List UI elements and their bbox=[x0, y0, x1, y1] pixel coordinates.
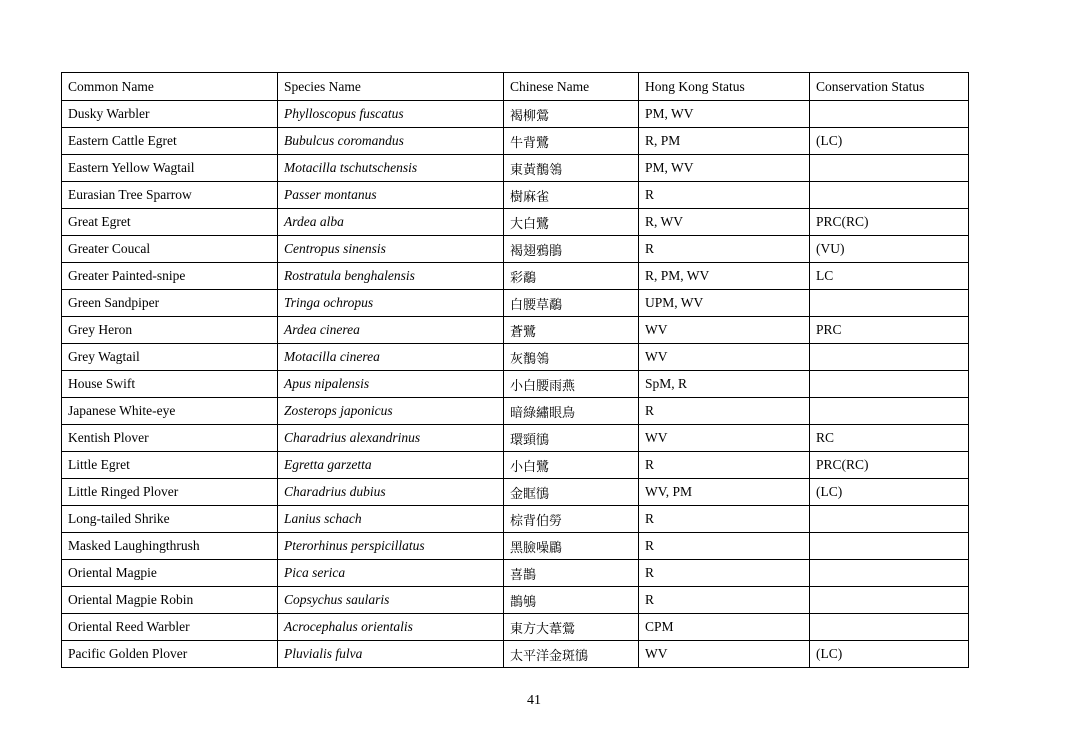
common-name-cell: Greater Coucal bbox=[62, 236, 278, 263]
conservation-status-cell bbox=[810, 182, 969, 209]
table-row bbox=[62, 263, 969, 290]
hong-kong-status-cell: WV bbox=[639, 344, 810, 371]
table-row bbox=[62, 560, 969, 587]
table-row bbox=[62, 614, 969, 641]
table-row bbox=[62, 479, 969, 506]
header-common-name: Common Name bbox=[62, 73, 278, 101]
chinese-name-cell: 東方大葦鶯 bbox=[504, 614, 639, 641]
species-name-cell: Apus nipalensis bbox=[278, 371, 504, 398]
hong-kong-status-cell: R, WV bbox=[639, 209, 810, 236]
hong-kong-status-cell: R bbox=[639, 236, 810, 263]
hong-kong-status-cell: R bbox=[639, 533, 810, 560]
conservation-status-cell bbox=[810, 101, 969, 128]
species-name-cell: Zosterops japonicus bbox=[278, 398, 504, 425]
conservation-status-cell bbox=[810, 371, 969, 398]
hong-kong-status-cell: R bbox=[639, 560, 810, 587]
species-name-cell: Charadrius dubius bbox=[278, 479, 504, 506]
hong-kong-status-cell: R bbox=[639, 587, 810, 614]
hong-kong-status-cell: R bbox=[639, 398, 810, 425]
species-name-cell: Passer montanus bbox=[278, 182, 504, 209]
hong-kong-status-cell: R, PM bbox=[639, 128, 810, 155]
chinese-name-cell: 暗綠繡眼鳥 bbox=[504, 398, 639, 425]
conservation-status-cell: (VU) bbox=[810, 236, 969, 263]
conservation-status-cell bbox=[810, 398, 969, 425]
species-name-cell: Egretta garzetta bbox=[278, 452, 504, 479]
chinese-name-cell: 喜鵲 bbox=[504, 560, 639, 587]
common-name-cell: Great Egret bbox=[62, 209, 278, 236]
conservation-status-cell bbox=[810, 614, 969, 641]
species-name-cell: Rostratula benghalensis bbox=[278, 263, 504, 290]
table-row bbox=[62, 128, 969, 155]
common-name-cell: House Swift bbox=[62, 371, 278, 398]
species-name-cell: Motacilla cinerea bbox=[278, 344, 504, 371]
chinese-name-cell: 太平洋金斑鴴 bbox=[504, 641, 639, 668]
species-name-cell: Phylloscopus fuscatus bbox=[278, 101, 504, 128]
species-name-cell: Ardea cinerea bbox=[278, 317, 504, 344]
header-species-name: Species Name bbox=[278, 73, 504, 101]
table-header-row bbox=[62, 73, 969, 101]
conservation-status-cell bbox=[810, 344, 969, 371]
species-name-cell: Charadrius alexandrinus bbox=[278, 425, 504, 452]
species-name-cell: Motacilla tschutschensis bbox=[278, 155, 504, 182]
species-name-cell: Lanius schach bbox=[278, 506, 504, 533]
table-row bbox=[62, 290, 969, 317]
chinese-name-cell: 牛背鷺 bbox=[504, 128, 639, 155]
chinese-name-cell: 黑臉噪鶥 bbox=[504, 533, 639, 560]
common-name-cell: Green Sandpiper bbox=[62, 290, 278, 317]
hong-kong-status-cell: R bbox=[639, 182, 810, 209]
conservation-status-cell bbox=[810, 587, 969, 614]
chinese-name-cell: 褐柳鶯 bbox=[504, 101, 639, 128]
common-name-cell: Masked Laughingthrush bbox=[62, 533, 278, 560]
hong-kong-status-cell: UPM, WV bbox=[639, 290, 810, 317]
common-name-cell: Greater Painted-snipe bbox=[62, 263, 278, 290]
hong-kong-status-cell: SpM, R bbox=[639, 371, 810, 398]
chinese-name-cell: 鵲鴝 bbox=[504, 587, 639, 614]
common-name-cell: Little Ringed Plover bbox=[62, 479, 278, 506]
conservation-status-cell: (LC) bbox=[810, 128, 969, 155]
common-name-cell: Grey Heron bbox=[62, 317, 278, 344]
table-row bbox=[62, 587, 969, 614]
table-row bbox=[62, 452, 969, 479]
hong-kong-status-cell: CPM bbox=[639, 614, 810, 641]
chinese-name-cell: 蒼鷺 bbox=[504, 317, 639, 344]
conservation-status-cell bbox=[810, 533, 969, 560]
hong-kong-status-cell: WV bbox=[639, 317, 810, 344]
conservation-status-cell bbox=[810, 560, 969, 587]
bird-species-table bbox=[61, 72, 969, 668]
species-name-cell: Pica serica bbox=[278, 560, 504, 587]
header-chinese-name: Chinese Name bbox=[504, 73, 639, 101]
conservation-status-cell: LC bbox=[810, 263, 969, 290]
hong-kong-status-cell: WV bbox=[639, 641, 810, 668]
common-name-cell: Eastern Yellow Wagtail bbox=[62, 155, 278, 182]
table-row bbox=[62, 371, 969, 398]
table-row bbox=[62, 101, 969, 128]
species-name-cell: Acrocephalus orientalis bbox=[278, 614, 504, 641]
hong-kong-status-cell: PM, WV bbox=[639, 101, 810, 128]
species-name-cell: Centropus sinensis bbox=[278, 236, 504, 263]
table-row bbox=[62, 317, 969, 344]
conservation-status-cell bbox=[810, 155, 969, 182]
common-name-cell: Little Egret bbox=[62, 452, 278, 479]
table-body bbox=[62, 101, 969, 668]
conservation-status-cell: (LC) bbox=[810, 479, 969, 506]
header-hong-kong-status: Hong Kong Status bbox=[639, 73, 810, 101]
chinese-name-cell: 褐翅鴉鵑 bbox=[504, 236, 639, 263]
common-name-cell: Long-tailed Shrike bbox=[62, 506, 278, 533]
common-name-cell: Pacific Golden Plover bbox=[62, 641, 278, 668]
hong-kong-status-cell: WV bbox=[639, 425, 810, 452]
common-name-cell: Japanese White-eye bbox=[62, 398, 278, 425]
conservation-status-cell bbox=[810, 290, 969, 317]
table-row bbox=[62, 155, 969, 182]
hong-kong-status-cell: R bbox=[639, 452, 810, 479]
table-row bbox=[62, 398, 969, 425]
header-conservation-status: Conservation Status bbox=[810, 73, 969, 101]
hong-kong-status-cell: R, PM, WV bbox=[639, 263, 810, 290]
chinese-name-cell: 小白腰雨燕 bbox=[504, 371, 639, 398]
table-row bbox=[62, 533, 969, 560]
table-row bbox=[62, 641, 969, 668]
table-row bbox=[62, 236, 969, 263]
common-name-cell: Grey Wagtail bbox=[62, 344, 278, 371]
common-name-cell: Oriental Reed Warbler bbox=[62, 614, 278, 641]
chinese-name-cell: 金眶鴴 bbox=[504, 479, 639, 506]
common-name-cell: Oriental Magpie bbox=[62, 560, 278, 587]
chinese-name-cell: 環頸鴴 bbox=[504, 425, 639, 452]
table-row bbox=[62, 506, 969, 533]
chinese-name-cell: 大白鷺 bbox=[504, 209, 639, 236]
species-name-cell: Bubulcus coromandus bbox=[278, 128, 504, 155]
chinese-name-cell: 小白鷺 bbox=[504, 452, 639, 479]
common-name-cell: Kentish Plover bbox=[62, 425, 278, 452]
chinese-name-cell: 白腰草鷸 bbox=[504, 290, 639, 317]
species-name-cell: Tringa ochropus bbox=[278, 290, 504, 317]
hong-kong-status-cell: PM, WV bbox=[639, 155, 810, 182]
chinese-name-cell: 樹麻雀 bbox=[504, 182, 639, 209]
conservation-status-cell bbox=[810, 506, 969, 533]
common-name-cell: Eastern Cattle Egret bbox=[62, 128, 278, 155]
chinese-name-cell: 灰鶺鴒 bbox=[504, 344, 639, 371]
conservation-status-cell: (LC) bbox=[810, 641, 969, 668]
species-name-cell: Copsychus saularis bbox=[278, 587, 504, 614]
table-row bbox=[62, 182, 969, 209]
chinese-name-cell: 彩鷸 bbox=[504, 263, 639, 290]
conservation-status-cell: RC bbox=[810, 425, 969, 452]
chinese-name-cell: 東黃鶺鴒 bbox=[504, 155, 639, 182]
conservation-status-cell: PRC bbox=[810, 317, 969, 344]
common-name-cell: Oriental Magpie Robin bbox=[62, 587, 278, 614]
conservation-status-cell: PRC(RC) bbox=[810, 209, 969, 236]
species-name-cell: Pterorhinus perspicillatus bbox=[278, 533, 504, 560]
common-name-cell: Eurasian Tree Sparrow bbox=[62, 182, 278, 209]
table-row bbox=[62, 209, 969, 236]
table-row bbox=[62, 425, 969, 452]
hong-kong-status-cell: WV, PM bbox=[639, 479, 810, 506]
page-number: 41 bbox=[527, 693, 541, 708]
species-name-cell: Ardea alba bbox=[278, 209, 504, 236]
conservation-status-cell: PRC(RC) bbox=[810, 452, 969, 479]
hong-kong-status-cell: R bbox=[639, 506, 810, 533]
species-name-cell: Pluvialis fulva bbox=[278, 641, 504, 668]
table-row bbox=[62, 344, 969, 371]
chinese-name-cell: 棕背伯勞 bbox=[504, 506, 639, 533]
common-name-cell: Dusky Warbler bbox=[62, 101, 278, 128]
